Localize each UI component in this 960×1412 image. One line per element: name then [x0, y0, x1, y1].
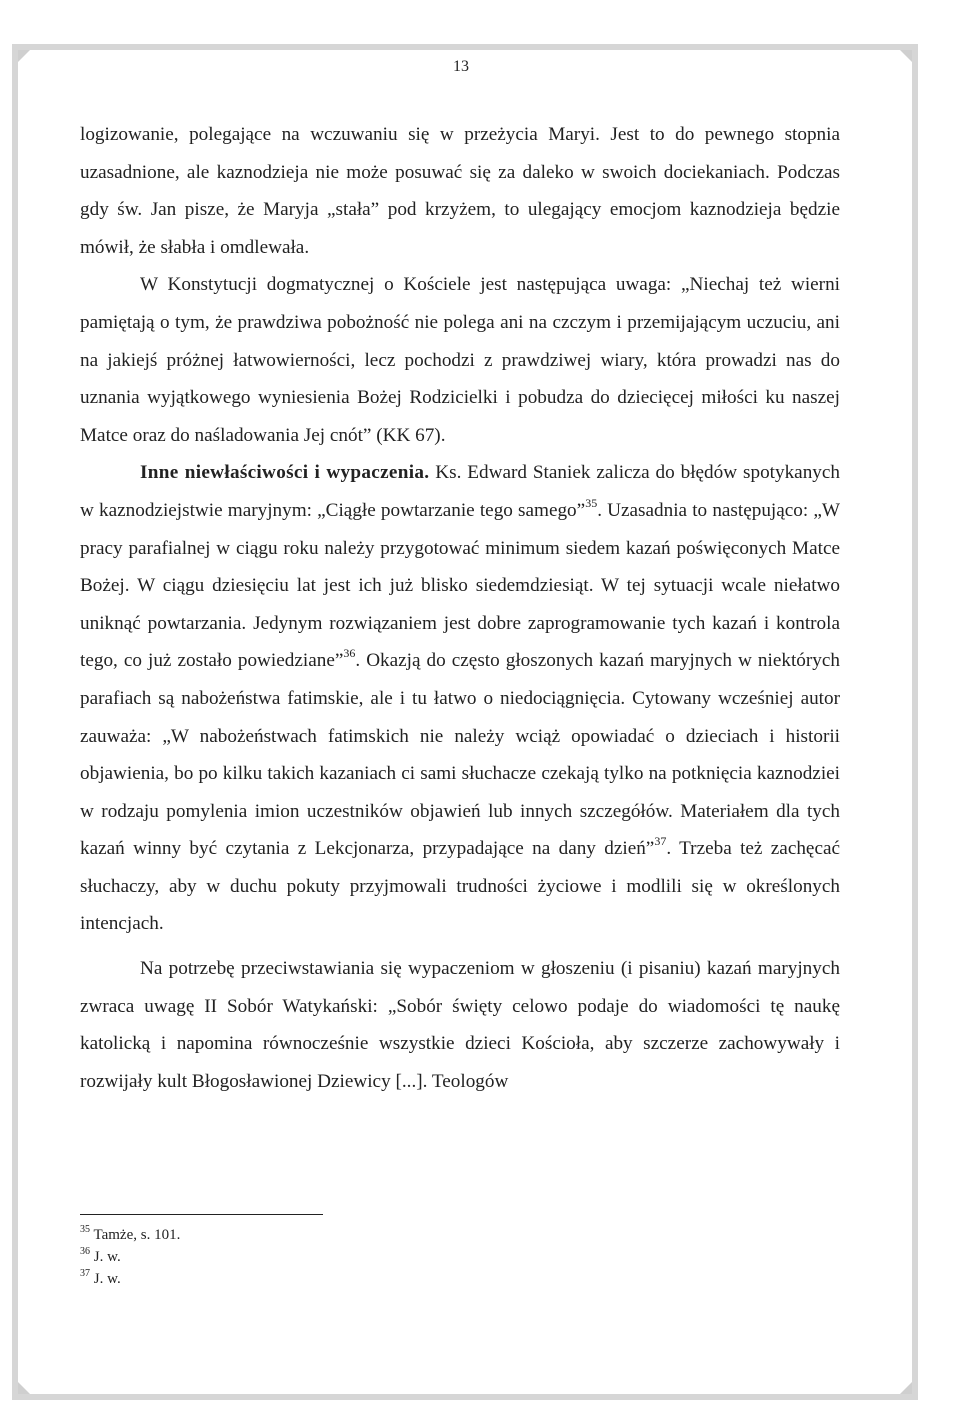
footnote-item: [80, 1246, 840, 1268]
footnote-separator: [80, 1214, 323, 1215]
footnote-ref[interactable]: 35: [585, 495, 598, 510]
paragraph-text: . Okazją do często głoszonych kazań maryjnych w niektórych parafiach są nabożeństwa fatimskie, ale i tu łatwo o niedociągnięcia. Cytowany wcześniej autor zauważa: „W nabożeństwach fatimskich nie należy wciąż opowiadać o dzieciach i historii objawienia, bo po kilku takich kazaniach ci sami słuchacze czekają tylko na potknięcia kaznodziei w rodzaju pomylenia imion uczestników objawień lub innych szczegółów. Materiałem dla tych kazań winny być czytania z Lekcjonarza, przypadające na dany dzień”: [80, 650, 840, 860]
paragraph-text: . Trzeba też zachęcać słuchaczy, aby w duchu pokuty przyjmowali trudności życiowe i modlili się w określonych intencjach.: [80, 838, 840, 935]
footnote-ref[interactable]: 36: [343, 645, 356, 660]
footnote-number: 35: [80, 1224, 90, 1235]
paragraph-vatican-council: Na potrzebę przeciwstawiania się wypaczeniom w głoszeniu (i pisaniu) kazań maryjnych zwraca uwagę II Sobór Watykański: „Sobór święty celowo podaje do wiadomości tę naukę katolicką i napomina równocześnie wszystkie dzieci Kościoła, aby szczerze zachowywały i rozwijały kult Błogosławionej Dziewicy [...]. Teologów: [80, 958, 840, 1092]
footnote-text: Tamże, s. 101.: [90, 1227, 181, 1243]
footnote-text: J. w.: [90, 1249, 121, 1265]
corner-ornament: [18, 1382, 30, 1394]
body-text: [80, 116, 840, 1100]
paragraph-constitution-quote: W Konstytucji dogmatycznej o Kościele jest następująca uwaga: „Niechaj też wierni pamiętają o tym, że prawdziwa pobożność nie polega ani na czczym i przemijającym uczuciu, ani na jakiejś próżnej łatwowierności, lecz pochodzi z prawdziwej wiary, która prowadzi nas do uznania wyjątkowego wyniesienia Bożej Rodzicielki i pobudza do dziecięcej miłości ku naszej Matce oraz do naśladowania Jej cnót” (KK 67).: [80, 274, 840, 446]
footnote-text: J. w.: [90, 1271, 121, 1287]
footnote-item: [80, 1224, 840, 1246]
footnote-number: 36: [80, 1246, 90, 1257]
page-number: 13: [453, 58, 469, 75]
footnote-number: 37: [80, 1268, 90, 1279]
corner-ornament: [900, 1382, 912, 1394]
inline-heading: Inne niewłaściwości i wypaczenia.: [140, 462, 430, 484]
footnote-item: [80, 1268, 840, 1290]
footnote-ref[interactable]: 37: [654, 833, 667, 848]
footnotes: [80, 1224, 840, 1290]
paragraph-continuation: logizowanie, polegające na wczuwaniu się w przeżycia Maryi. Jest to do pewnego stopnia uzasadnione, ale kaznodzieja nie może posuwać się za daleko w swoich dociekaniach. Podczas gdy św. Jan pisze, że Maryja „stała” pod krzyżem, to ulegający emocjom kaznodzieja będzie mówił, że słabła i omdlewała.: [80, 124, 840, 258]
paragraph-distortions: [80, 454, 840, 943]
paragraph-text: Ks. Edward Staniek zalicza do błędów spotykanych w kaznodziejstwie maryjnym: „Ciągłe powtarzanie tego samego”: [80, 462, 841, 521]
paragraph-text: . Uzasadnia to następująco: „W pracy parafialnej w ciągu roku należy przygotować minimum siedem kazań poświęconych Matce Bożej. W ciągu dziesięciu lat jest ich już blisko siedemdziesiąt. W tej sytuacji wcale niełatwo uniknąć powtarzania. Jedynym rozwiązaniem jest dobre zaprogramowanie tych kazań i kontrola tego, co już zostało powiedziane”: [80, 499, 841, 672]
